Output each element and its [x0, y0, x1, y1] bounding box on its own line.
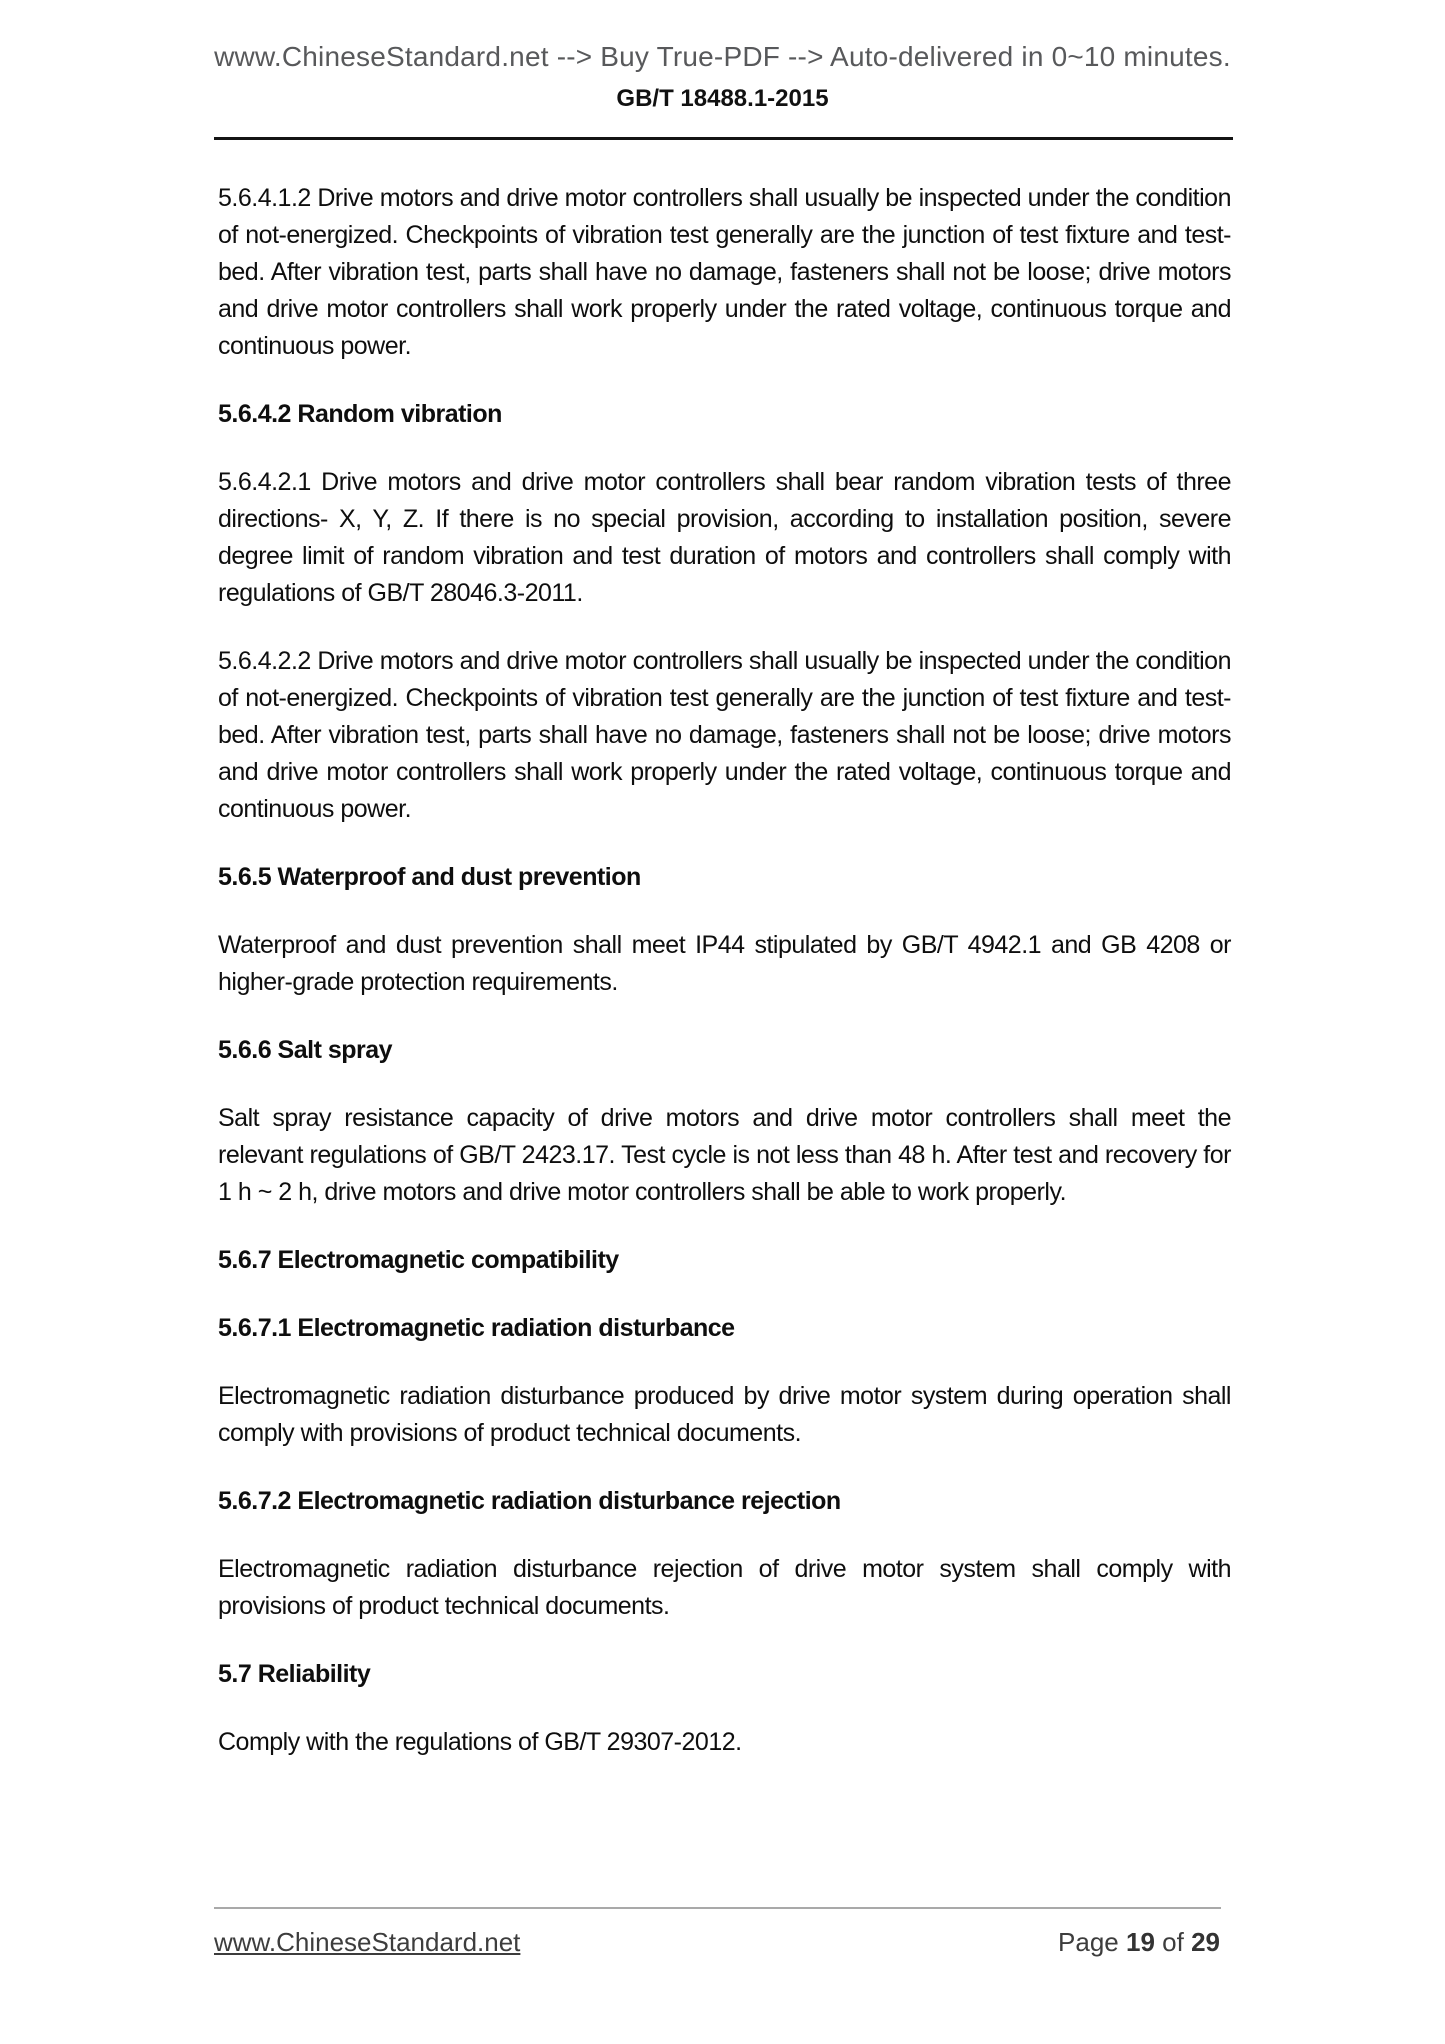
section-heading: 5.6.5 Waterproof and dust prevention [218, 863, 641, 891]
page-title: GB/T 18488.1-2015 [616, 85, 829, 112]
paragraph: Salt spray resistance capacity of drive motors and drive motor controllers shall meet the relevant regulations of GB/T 2423.17. Test cycle is not less than 48 h. After test and recovery for 1 h ~ 2 h, drive motors and drive motor controllers shall be able to work properly. [218, 1104, 1231, 1206]
paragraph: Waterproof and dust prevention shall meet IP44 stipulated by GB/T 4942.1 and GB 4208 or higher-grade protection requirements. [218, 931, 1231, 996]
paragraph: Electromagnetic radiation disturbance rejection of drive motor system shall comply with provisions of product technical documents. [218, 1555, 1231, 1620]
paragraph: 5.6.4.2.2 Drive motors and drive motor controllers shall usually be inspected under the condition of not-energized. Checkpoints of vibration test generally are the junction of test fixture and test-bed. After vibration test, parts shall have no damage, fasteners shall not be loose; drive motors and drive motor controllers shall work properly under the rated voltage, continuous torque and continuous power. [218, 647, 1231, 823]
footer-divider [214, 1907, 1221, 1909]
page-indicator [1058, 1926, 1220, 1958]
section-heading: 5.7 Reliability [218, 1660, 371, 1688]
page-number: 19 [1126, 1927, 1155, 1957]
total-pages: 29 [1191, 1927, 1220, 1957]
of-label: of [1162, 1927, 1184, 1957]
section-heading: 5.6.7 Electromagnetic compatibility [218, 1246, 619, 1274]
paragraph: 5.6.4.2.1 Drive motors and drive motor controllers shall bear random vibration tests of three directions- X, Y, Z. If there is no special provision, according to installation position, severe degree limit of random vibration and test duration of motors and controllers shall comply with regulations of GB/T 28046.3-2011. [218, 468, 1231, 607]
footer-site-link[interactable]: www.ChineseStandard.net [214, 1927, 521, 1957]
section-heading: 5.6.7.1 Electromagnetic radiation disturbance [218, 1314, 735, 1342]
section-heading: 5.6.4.2 Random vibration [218, 400, 502, 428]
paragraph: Comply with the regulations of GB/T 29307-2012. [218, 1728, 742, 1756]
header-promo-text: www.ChineseStandard.net --> Buy True-PDF --> Auto-delivered in 0~10 minutes. [214, 41, 1231, 72]
header-divider [214, 137, 1233, 140]
paragraph: 5.6.4.1.2 Drive motors and drive motor controllers shall usually be inspected under the condition of not-energized. Checkpoints of vibration test generally are the junction of test fixture and test-bed. After vibration test, parts shall have no damage, fasteners shall not be loose; drive motors and drive motor controllers shall work properly under the rated voltage, continuous torque and continuous power. [218, 184, 1231, 360]
section-heading: 5.6.7.2 Electromagnetic radiation disturbance rejection [218, 1487, 841, 1515]
paragraph: Electromagnetic radiation disturbance produced by drive motor system during operation shall comply with provisions of product technical documents. [218, 1382, 1231, 1447]
section-heading: 5.6.6 Salt spray [218, 1036, 393, 1064]
page-label: Page [1058, 1927, 1119, 1957]
document-body [218, 180, 1231, 1792]
